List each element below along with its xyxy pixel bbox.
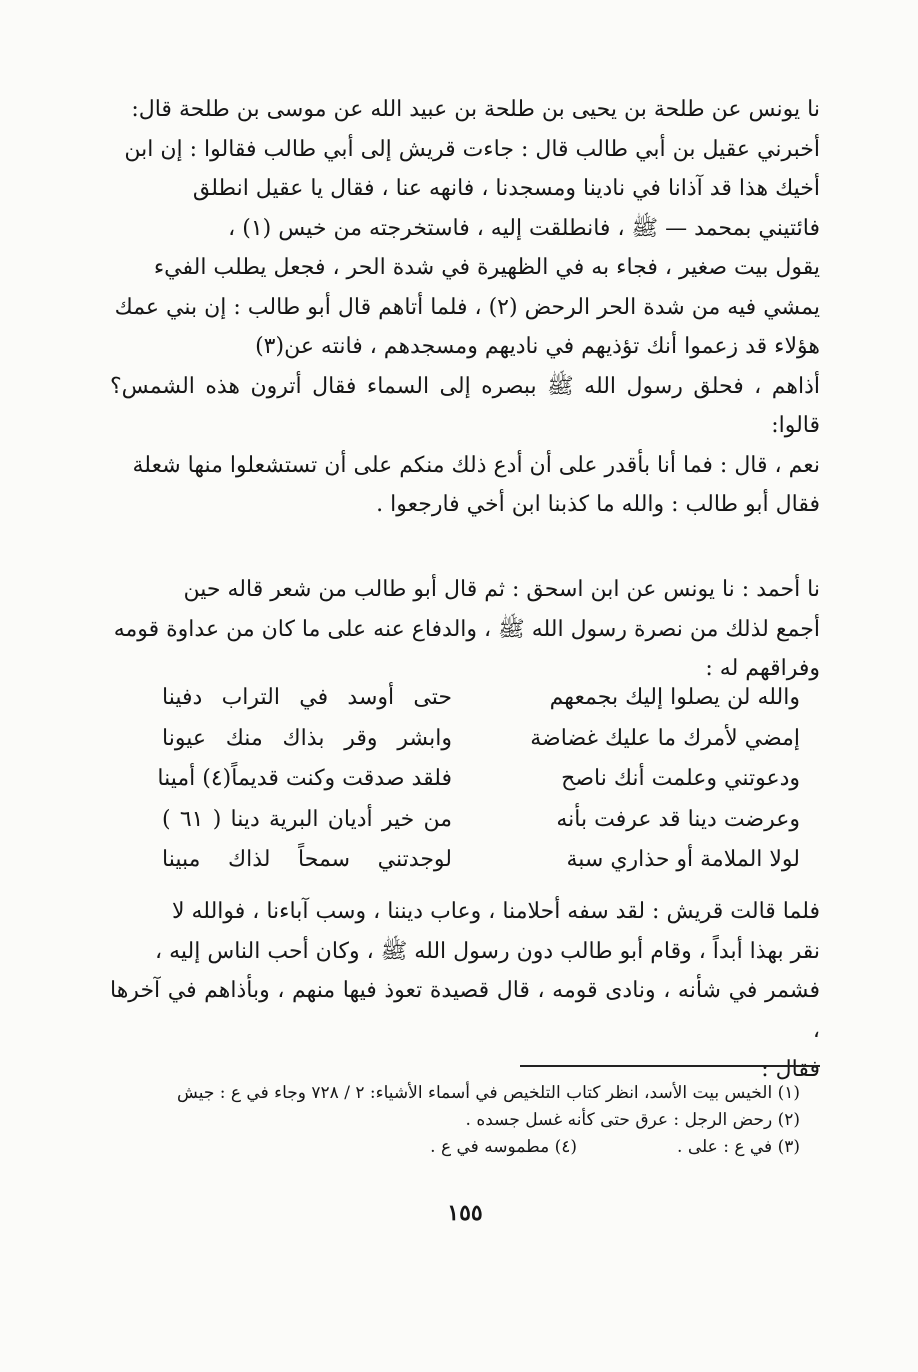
hemistich: من خير أديان البرية دينا ( ٦١ ): [162, 806, 453, 832]
text-line: نا يونس عن طلحة بن يحيى بن طلحة بن عبيد الله عن موسى بن طلحة قال:: [131, 97, 820, 122]
footnote-separator: [520, 1065, 820, 1067]
text-line: نا أحمد : نا يونس عن ابن اسحق : ثم قال أبو طالب من شعر قاله حين: [183, 577, 820, 602]
hemistich: ودعوتني وعلمت أنك ناصح: [561, 766, 800, 791]
text-line: فلما قالت قريش : لقد سفه أحلامنا ، وعاب ديننا ، وسب آباءنا ، فوالله لا: [171, 899, 820, 924]
hemistich: والله لن يصلوا إليك بجمعهم: [549, 685, 800, 710]
paragraph-poem-intro: [110, 570, 820, 689]
text-line: فشمر في شأنه ، ونادى قومه ، قال قصيدة تعوذ فيها منهم ، وبأذاهم في آخرها ،: [110, 978, 820, 1043]
paragraph-hadith-aqil: [110, 90, 820, 525]
hemistich: لولا الملامة أو حذاري سبة: [566, 847, 800, 872]
poem: [157, 678, 820, 898]
text-line: نعم ، قال : فما أنا بأقدر على أن أدع ذلك منكم على أن تستشعلوا منها شعلة: [132, 452, 820, 478]
paragraph-quraysh: [110, 892, 820, 1090]
hemistich: وعرضت دينا قد عرفت بأنه: [556, 806, 800, 832]
footnote-row: [150, 1134, 800, 1161]
footnote-1: (١) الخيس بيت الأسد، انظر كتاب التلخيص في أسماء الأشياء: ٢ / ٧٢٨ وجاء في ع : جيش: [177, 1083, 800, 1103]
footnotes: [150, 1080, 800, 1161]
page-number: ١٥٥: [447, 1200, 483, 1226]
hemistich: حتى أوسد في التراب دفينا: [162, 685, 452, 710]
text-line: وفراقهم له :: [705, 656, 820, 681]
text-line: فائتيني بمحمد — ﷺ ، فانطلقت إليه ، فاستخرجته من خيس (١) ،: [228, 215, 820, 241]
hemistich: فلقد صدقت وكنت قديماً(٤) أمينا: [157, 766, 452, 791]
text-line: أجمع لذلك من نصرة رسول الله ﷺ ، والدفاع عنه على ما كان من عداوة قومه: [113, 616, 820, 642]
poem-second-hemistichs: [157, 678, 453, 881]
text-line: يمشي فيه من شدة الحر الرحض (٢) ، فلما أتاهم قال أبو طالب : إن بني عمك: [114, 294, 820, 320]
poem-first-hemistichs: [510, 678, 800, 881]
text-line: فقال :: [761, 1057, 820, 1082]
text-line: فقال أبو طالب : والله ما كذبنا ابن أخي فارجعوا .: [376, 492, 820, 517]
text-line: أخبرني عقيل بن أبي طالب قال : جاءت قريش إلى أبي طالب فقالوا : إن ابن: [124, 136, 820, 162]
book-page: [110, 90, 820, 1320]
footnote-3: (٣) في ع : على .: [677, 1137, 800, 1157]
text-line: يقول بيت صغير ، فجاء به في الظهيرة في شدة الحر ، فجعل يطلب الفيء: [153, 255, 820, 280]
footnote-2: (٢) رحض الرجل : عرق حتى كأنه غسل جسده .: [465, 1110, 800, 1130]
hemistich: وابشر وقر بذاك منك عيونا: [162, 725, 452, 751]
footnote-4: (٤) مطموسه في ع .: [430, 1137, 578, 1157]
text-line: نقر بهذا أبداً ، وقام أبو طالب دون رسول الله ﷺ ، وكان أحب الناس إليه ،: [155, 938, 820, 964]
text-line: أذاهم ، فحلق رسول الله ﷺ ببصره إلى السماء فقال أترون هذه الشمس؟ قالوا:: [110, 373, 820, 438]
hemistich: لوجدتني سمحاً لذاك مبينا: [162, 847, 452, 872]
text-line: هؤلاء قد زعموا أنك تؤذيهم في ناديهم ومسجدهم ، فانته عن(٣): [255, 334, 820, 359]
hemistich: إمضي لأمرك ما عليك غضاضة: [530, 725, 800, 751]
text-line: أخيك هذا قد آذانا في نادينا ومسجدنا ، فانهه عنا ، فقال يا عقيل انطلق: [192, 176, 820, 201]
